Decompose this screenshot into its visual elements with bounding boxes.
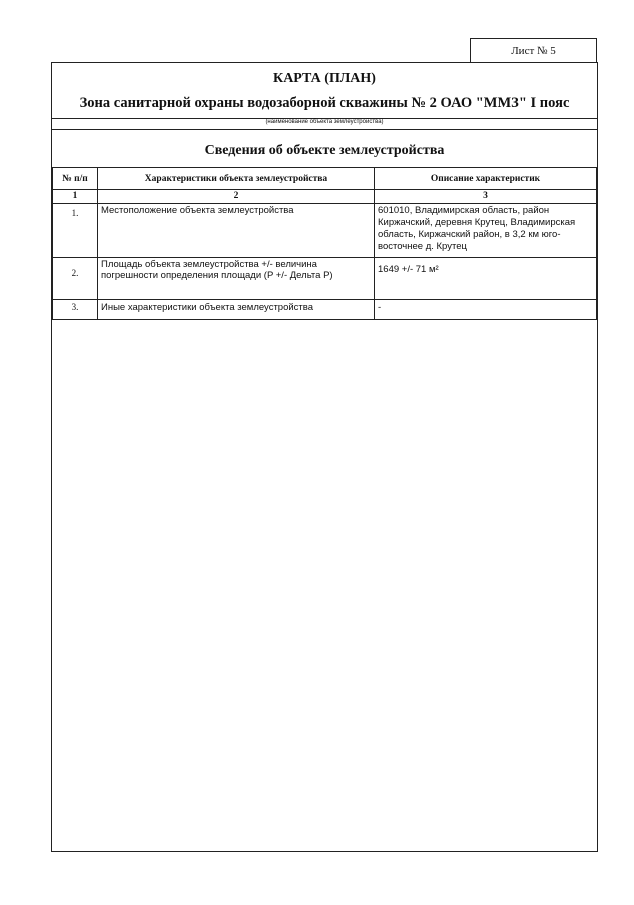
row-characteristic: Площадь объекта землеустройства +/- величина погрешности определения площади (P +/- Дельта P) [98, 258, 375, 300]
naming-caption: (наименование объекта землеустройства) [265, 119, 384, 125]
table-row [53, 300, 597, 320]
divider [52, 129, 597, 130]
header-characteristic: Характеристики объекта землеустройства [98, 168, 375, 190]
table-header-row [53, 168, 597, 190]
object-info-table [52, 167, 597, 320]
column-number: 3 [375, 190, 597, 204]
column-number: 1 [53, 190, 98, 204]
row-description: 1649 +/- 71 м² [375, 258, 597, 300]
header-number: № п/п [53, 168, 98, 190]
object-name: Зона санитарной охраны водозаборной скважины № 2 ОАО "ММЗ" I пояс [79, 95, 570, 111]
column-number: 2 [98, 190, 375, 204]
header-description: Описание характеристик [375, 168, 597, 190]
row-number: 3. [53, 300, 98, 320]
column-number-row [53, 190, 597, 204]
row-characteristic: Местоположение объекта землеустройства [98, 204, 375, 258]
row-number: 1. [53, 204, 98, 258]
sheet-number-box [470, 38, 597, 63]
row-description: - [375, 300, 597, 320]
row-description: 601010, Владимирская область, район Киржачский, деревня Крутец, Владимирская область, Киржачский район, в 3,2 км юго-восточнее д. Крутец [375, 204, 597, 258]
row-characteristic: Иные характеристики объекта землеустройства [98, 300, 375, 320]
table-row [53, 204, 597, 258]
row-number: 2. [53, 258, 98, 300]
section-title: Сведения об объекте землеустройства [204, 143, 445, 158]
table-row [53, 258, 597, 300]
document-title: КАРТА (ПЛАН) [273, 71, 376, 86]
document-frame [51, 62, 598, 852]
sheet-number: Лист № 5 [511, 45, 556, 57]
